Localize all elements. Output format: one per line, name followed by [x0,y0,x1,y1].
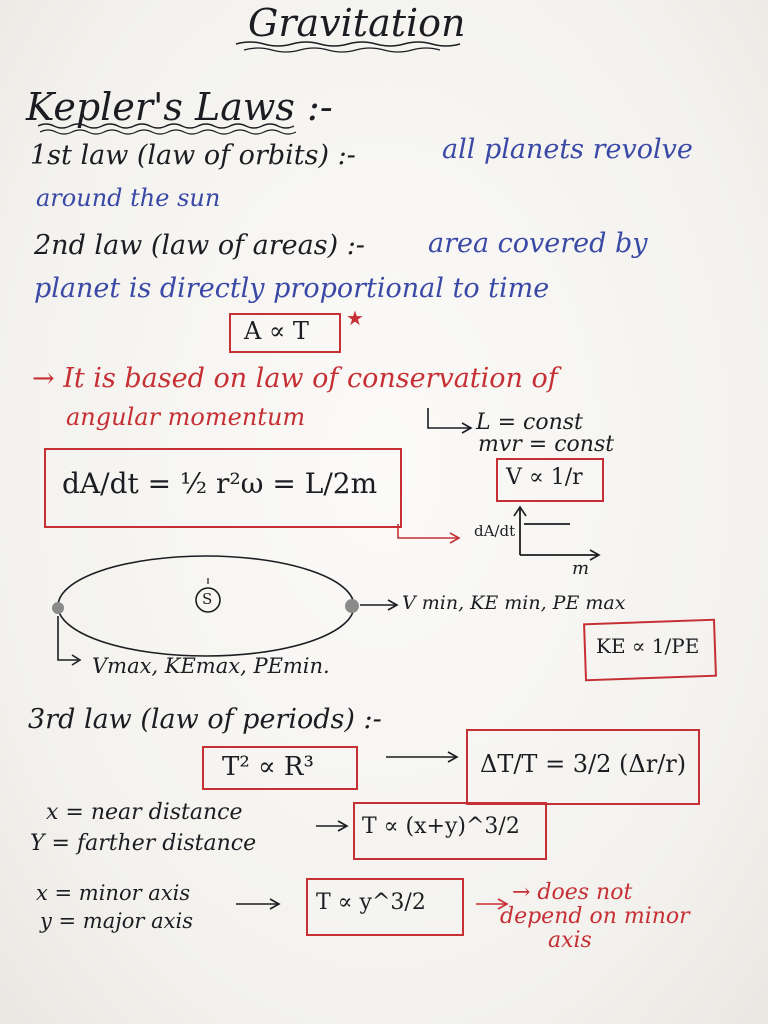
sun-label: S [202,590,213,608]
orbit-right-label: V min, KE min, PE max [402,592,626,614]
law2-formula: A ∝ T [244,317,309,345]
graph-x-label: m [572,558,590,579]
x-definition: x = near distance [46,800,243,825]
delta-formula: ΔT/T = 3/2 (Δr/r) [480,750,687,778]
graph-y-label: dA/dt [474,522,516,540]
star-icon: ★ [346,306,364,330]
areal-velocity-formula: dA/dt = ½ r²ω = L/2m [62,467,378,500]
law2-text-line2: planet is directly proportional to time [34,273,550,304]
y-formula: T ∝ y^3/2 [316,890,426,915]
L-const: L = const [476,410,583,435]
law1-text-line2: around the sun [36,184,221,212]
law2-label: 2nd law (law of areas) :- [34,230,365,261]
y-definition-major: y = major axis [40,909,193,933]
law3-label: 3rd law (law of periods) :- [28,704,382,735]
mvr-const: mvr = const [478,432,615,457]
page-title: Gravitation [248,1,466,45]
ke-formula: KE ∝ 1/PE [596,634,700,658]
minor-axis-note-line3: axis [548,928,592,953]
minor-axis-note-line1: → does not [512,880,633,905]
x-definition-minor: x = minor axis [36,881,191,905]
law2-note-line1: → It is based on law of conservation of [32,363,558,394]
law3-formula: T² ∝ R³ [222,752,314,782]
v-formula: V ∝ 1/r [506,465,583,490]
law2-note-line2: angular momentum [66,403,306,431]
law1-text-line1: all planets revolve [442,134,693,165]
xy-formula: T ∝ (x+y)^3/2 [362,814,520,839]
law1-label: 1st law (law of orbits) :- [30,140,356,171]
y-definition: Y = farther distance [30,831,257,856]
law2-text-line1: area covered by [428,228,648,259]
orbit-left-label: Vmax, KEmax, PEmin. [92,654,330,678]
kepler-heading: Kepler's Laws :- [26,85,333,129]
minor-axis-note-line2: depend on minor [500,904,690,929]
